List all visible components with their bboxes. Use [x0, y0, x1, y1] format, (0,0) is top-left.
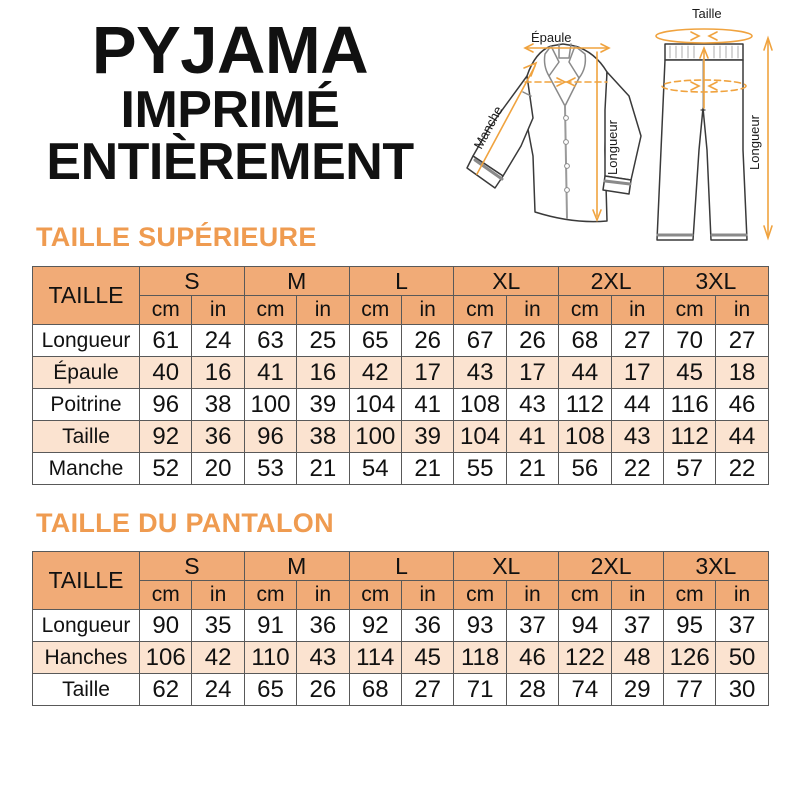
- table-bottom-unit-cm: cm: [140, 581, 192, 610]
- table-row: [33, 610, 769, 642]
- label-epaule: Épaule: [531, 30, 572, 45]
- table-bottom-size-s: S: [140, 552, 245, 581]
- shirt-button: [565, 164, 570, 169]
- cell-value: 26: [297, 674, 349, 706]
- table-bottom-corner-label: TAILLE: [33, 552, 140, 610]
- cell-value: 108: [559, 421, 611, 453]
- row-label-manche: Manche: [33, 453, 140, 485]
- cell-value: 24: [192, 674, 244, 706]
- cell-value: 63: [244, 325, 296, 357]
- cell-value: 43: [611, 421, 663, 453]
- cell-value: 26: [506, 325, 558, 357]
- table-bottom-unit-in: in: [716, 581, 768, 610]
- cell-value: 36: [401, 610, 453, 642]
- table-top-unit-cm: cm: [244, 296, 296, 325]
- cell-value: 17: [611, 357, 663, 389]
- cell-value: 25: [297, 325, 349, 357]
- cell-value: 91: [244, 610, 296, 642]
- cell-value: 92: [140, 421, 192, 453]
- cell-value: 18: [716, 357, 768, 389]
- cell-value: 45: [401, 642, 453, 674]
- cell-value: 74: [559, 674, 611, 706]
- cell-value: 56: [559, 453, 611, 485]
- cell-value: 27: [611, 325, 663, 357]
- table-bottom-size-xl: XL: [454, 552, 559, 581]
- table-bottom-unit-row: [33, 581, 769, 610]
- cell-value: 104: [349, 389, 401, 421]
- table-row: [33, 357, 769, 389]
- cell-value: 48: [611, 642, 663, 674]
- table-top-unit-in: in: [401, 296, 453, 325]
- cell-value: 65: [349, 325, 401, 357]
- top-size-table: [32, 266, 769, 485]
- cell-value: 41: [506, 421, 558, 453]
- page-title-line-2: IMPRIMÉ: [120, 80, 340, 139]
- table-top-unit-in: in: [192, 296, 244, 325]
- row-label-hanches: Hanches: [33, 642, 140, 674]
- table-top-unit-in: in: [297, 296, 349, 325]
- cell-value: 37: [611, 610, 663, 642]
- cell-value: 44: [716, 421, 768, 453]
- cell-value: 112: [663, 421, 715, 453]
- row-label-poitrine: Poitrine: [33, 389, 140, 421]
- table-bottom-unit-in: in: [401, 581, 453, 610]
- table-top-unit-in: in: [716, 296, 768, 325]
- cell-value: 53: [244, 453, 296, 485]
- cell-value: 21: [297, 453, 349, 485]
- row-label-taille: Taille: [33, 674, 140, 706]
- page-title-line-1: PYJAMA: [91, 13, 369, 88]
- cell-value: 41: [244, 357, 296, 389]
- table-top-unit-cm: cm: [349, 296, 401, 325]
- table-row: [33, 421, 769, 453]
- cell-value: 20: [192, 453, 244, 485]
- cell-value: 36: [297, 610, 349, 642]
- page-title-line-3: ENTIÈREMENT: [46, 133, 414, 192]
- table-bottom-unit-cm: cm: [559, 581, 611, 610]
- table-row: [33, 325, 769, 357]
- cell-value: 57: [663, 453, 715, 485]
- arrow-longueur-pants: [764, 38, 772, 238]
- cell-value: 62: [140, 674, 192, 706]
- table-top-size-row: [33, 267, 769, 296]
- garment-illustration: [455, 0, 800, 250]
- table-top-size-xl: XL: [454, 267, 559, 296]
- table-top-unit-cm: cm: [454, 296, 506, 325]
- table-top-unit-in: in: [611, 296, 663, 325]
- cell-value: 38: [297, 421, 349, 453]
- cell-value: 93: [454, 610, 506, 642]
- cell-value: 90: [140, 610, 192, 642]
- table-top-unit-row: [33, 296, 769, 325]
- cell-value: 26: [401, 325, 453, 357]
- section-heading-top: TAILLE SUPÉRIEURE: [36, 222, 317, 252]
- row-label-longueur: Longueur: [33, 610, 140, 642]
- table-bottom-unit-in: in: [297, 581, 349, 610]
- cell-value: 16: [297, 357, 349, 389]
- cell-value: 44: [559, 357, 611, 389]
- cell-value: 43: [297, 642, 349, 674]
- cell-value: 21: [401, 453, 453, 485]
- cell-value: 106: [140, 642, 192, 674]
- cell-value: 70: [663, 325, 715, 357]
- cell-value: 22: [611, 453, 663, 485]
- cell-value: 27: [716, 325, 768, 357]
- row-label-longueur: Longueur: [33, 325, 140, 357]
- page-title: [0, 13, 460, 192]
- table-bottom-size-l: L: [349, 552, 454, 581]
- cell-value: 126: [663, 642, 715, 674]
- cell-value: 114: [349, 642, 401, 674]
- table-bottom-unit-in: in: [611, 581, 663, 610]
- table-bottom-unit-cm: cm: [244, 581, 296, 610]
- table-bottom-unit-in: in: [506, 581, 558, 610]
- shirt-button: [564, 116, 569, 121]
- cell-value: 22: [716, 453, 768, 485]
- table-top-size-3xl: 3XL: [663, 267, 768, 296]
- cell-value: 17: [401, 357, 453, 389]
- table-bottom-body: [33, 610, 769, 706]
- cell-value: 46: [506, 642, 558, 674]
- cell-value: 42: [192, 642, 244, 674]
- table-row: [33, 674, 769, 706]
- cell-value: 45: [663, 357, 715, 389]
- cell-value: 21: [506, 453, 558, 485]
- table-row: [33, 453, 769, 485]
- label-taille-pants: Taille: [692, 6, 722, 21]
- cell-value: 71: [454, 674, 506, 706]
- table-bottom-head: [33, 552, 769, 610]
- cell-value: 100: [349, 421, 401, 453]
- cell-value: 35: [192, 610, 244, 642]
- table-top-body: [33, 325, 769, 485]
- label-longueur-shirt: Longueur: [604, 120, 620, 175]
- shirt-button: [565, 188, 570, 193]
- table-top-head: [33, 267, 769, 325]
- table-bottom-size-m: M: [244, 552, 349, 581]
- table-top-unit-cm: cm: [663, 296, 715, 325]
- cell-value: 40: [140, 357, 192, 389]
- cell-value: 37: [716, 610, 768, 642]
- arrow-taille-ellipse: [656, 29, 752, 43]
- table-bottom-size-2xl: 2XL: [559, 552, 664, 581]
- cell-value: 54: [349, 453, 401, 485]
- cell-value: 29: [611, 674, 663, 706]
- cell-value: 61: [140, 325, 192, 357]
- cell-value: 68: [559, 325, 611, 357]
- table-bottom-unit-in: in: [192, 581, 244, 610]
- cell-value: 27: [401, 674, 453, 706]
- table-top-size-2xl: 2XL: [559, 267, 664, 296]
- cell-value: 116: [663, 389, 715, 421]
- table-bottom-unit-cm: cm: [663, 581, 715, 610]
- cell-value: 46: [716, 389, 768, 421]
- cell-value: 28: [506, 674, 558, 706]
- cell-value: 65: [244, 674, 296, 706]
- cell-value: 68: [349, 674, 401, 706]
- cell-value: 50: [716, 642, 768, 674]
- cell-value: 39: [297, 389, 349, 421]
- table-row: [33, 642, 769, 674]
- cell-value: 55: [454, 453, 506, 485]
- cell-value: 44: [611, 389, 663, 421]
- shirt-button: [564, 140, 569, 145]
- cell-value: 43: [506, 389, 558, 421]
- cell-value: 77: [663, 674, 715, 706]
- table-top-size-s: S: [140, 267, 245, 296]
- cell-value: 43: [454, 357, 506, 389]
- cell-value: 16: [192, 357, 244, 389]
- label-manche: Manche: [470, 103, 506, 152]
- cell-value: 17: [506, 357, 558, 389]
- cell-value: 37: [506, 610, 558, 642]
- pants-legs: [657, 60, 747, 240]
- table-top-size-m: M: [244, 267, 349, 296]
- cell-value: 112: [559, 389, 611, 421]
- table-bottom-size-3xl: 3XL: [663, 552, 768, 581]
- cell-value: 41: [401, 389, 453, 421]
- cell-value: 96: [140, 389, 192, 421]
- cell-value: 52: [140, 453, 192, 485]
- cell-value: 67: [454, 325, 506, 357]
- table-top-size-l: L: [349, 267, 454, 296]
- cell-value: 96: [244, 421, 296, 453]
- table-top-corner-label: TAILLE: [33, 267, 140, 325]
- row-label-taille: Taille: [33, 421, 140, 453]
- cell-value: 42: [349, 357, 401, 389]
- cell-value: 95: [663, 610, 715, 642]
- cell-value: 104: [454, 421, 506, 453]
- bottom-size-table: [32, 551, 769, 706]
- table-bottom-size-row: [33, 552, 769, 581]
- table-top-unit-cm: cm: [559, 296, 611, 325]
- cell-value: 108: [454, 389, 506, 421]
- cell-value: 122: [559, 642, 611, 674]
- table-top-unit-cm: cm: [140, 296, 192, 325]
- table-bottom-unit-cm: cm: [454, 581, 506, 610]
- table-top-unit-in: in: [506, 296, 558, 325]
- label-longueur-pants: Longueur: [746, 115, 762, 170]
- cell-value: 36: [192, 421, 244, 453]
- cell-value: 38: [192, 389, 244, 421]
- cell-value: 118: [454, 642, 506, 674]
- cell-value: 24: [192, 325, 244, 357]
- cell-value: 100: [244, 389, 296, 421]
- section-heading-bottom: TAILLE DU PANTALON: [36, 508, 334, 538]
- cell-value: 94: [559, 610, 611, 642]
- row-label-épaule: Épaule: [33, 357, 140, 389]
- cell-value: 39: [401, 421, 453, 453]
- cell-value: 92: [349, 610, 401, 642]
- table-row: [33, 389, 769, 421]
- cell-value: 30: [716, 674, 768, 706]
- table-bottom-unit-cm: cm: [349, 581, 401, 610]
- cell-value: 110: [244, 642, 296, 674]
